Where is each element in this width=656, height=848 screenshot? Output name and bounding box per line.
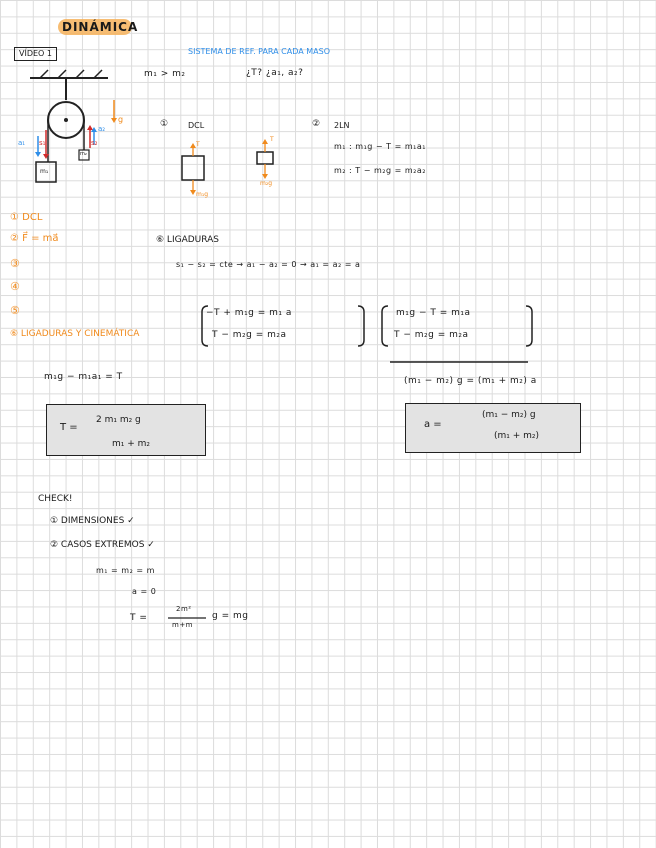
case-equal-masses: m₁ = m₂ = m xyxy=(96,566,155,575)
m1-label: m₁ xyxy=(40,168,49,175)
tension-eq: m₁g − m₁a₁ = T xyxy=(44,372,123,382)
acceleration-denominator: (m₁ + m₂) xyxy=(494,431,540,441)
case-T-numerator: 2m² xyxy=(176,605,192,613)
newton-eq2: m₂ : T − m₂g = m₂a₂ xyxy=(334,166,426,175)
case-a-zero: a = 0 xyxy=(132,587,157,596)
sum-result: (m₁ − m₂) g = (m₁ + m₂) a xyxy=(404,376,537,386)
step-4: ④ xyxy=(10,280,20,293)
dcl-mg2: m₂g xyxy=(260,180,273,187)
dcl-T1: T xyxy=(196,141,200,148)
system-right-eq2: T − m₂g = m₂a xyxy=(394,330,469,340)
dcl-T2: T xyxy=(270,136,274,143)
m2-label: m₂ xyxy=(80,151,87,157)
page-title: DINÁMICA xyxy=(62,20,139,34)
newton-eq1: m₁ : m₁g − T = m₁a₁ xyxy=(334,142,426,151)
ligaduras-label: ⑥ LIGADURAS xyxy=(156,235,220,245)
system-right-eq1: m₁g − T = m₁a xyxy=(396,308,471,318)
video-tag: VÍDEO 1 xyxy=(14,47,57,61)
a2-label: a₂ xyxy=(98,125,106,133)
case-T-lhs: T = xyxy=(130,613,148,623)
check-dimensions: ① DIMENSIONES ✓ xyxy=(50,516,135,526)
step-2: ② F⃗ = ma⃗ xyxy=(10,233,59,244)
step-5: ⑤ xyxy=(10,304,20,317)
acceleration-numerator: (m₁ − m₂) g xyxy=(482,410,536,420)
tension-lhs: T = xyxy=(60,422,78,433)
system-left-eq2: T − m₂g = m₂a xyxy=(212,330,287,340)
ligaduras-eq: s₁ − s₂ = cte → a₁ − a₂ = 0 → a₁ = a₂ = a xyxy=(176,260,361,269)
tension-numerator: 2 m₁ m₂ g xyxy=(96,415,141,425)
dcl-mg1: m₁g xyxy=(196,191,209,198)
step-1: ① DCL xyxy=(10,212,43,223)
acceleration-lhs: a = xyxy=(424,419,442,430)
question: ¿T? ¿a₁, a₂? xyxy=(246,68,304,78)
newton-label: 2LN xyxy=(334,121,350,130)
dcl-num: ① xyxy=(160,119,169,129)
step-6: ⑥ LIGADURAS Y CINEMÁTICA xyxy=(10,329,140,339)
newton-num: ② xyxy=(312,119,321,129)
g-label: g xyxy=(118,115,124,124)
step-3: ③ xyxy=(10,257,20,270)
case-T-rhs: g = mg xyxy=(212,611,249,621)
mass-condition: m₁ > m₂ xyxy=(144,69,186,79)
case-T-denominator: m+m xyxy=(172,621,194,629)
a1-label: a₁ xyxy=(18,139,26,147)
subtitle: SISTEMA DE REF. PARA CADA MASO xyxy=(188,47,331,56)
dcl-label: DCL xyxy=(188,121,205,130)
tension-denominator: m₁ + m₂ xyxy=(112,439,151,449)
s2-label: s₂ xyxy=(91,139,98,147)
check-label: CHECK! xyxy=(38,494,73,504)
s1-label: s₁ xyxy=(39,139,46,147)
check-extreme-cases: ② CASOS EXTREMOS ✓ xyxy=(50,540,155,550)
system-left-eq1: −T + m₁g = m₁ a xyxy=(206,308,292,318)
